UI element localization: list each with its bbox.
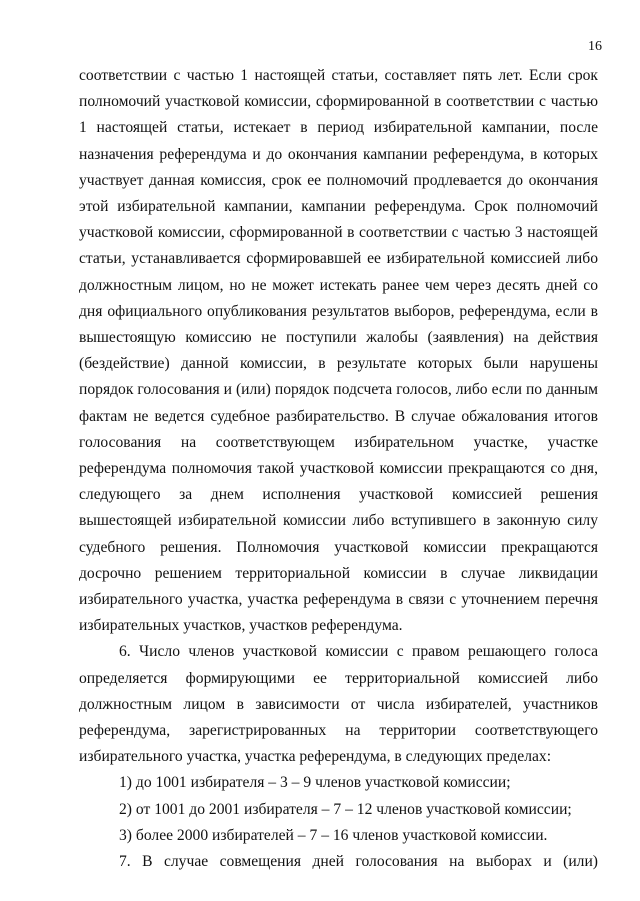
document-body — [79, 63, 598, 875]
paragraph-7-start: 7. В случае совмещения дней голосования на выборах и (или) — [119, 853, 598, 871]
list-item-2: 2) от 1001 до 2001 избирателя – 7 – 12 членов участковой комиссии; — [119, 800, 572, 818]
list-item-3: 3) более 2000 избирателей – 7 – 16 членов участковой комиссии. — [119, 826, 548, 844]
list-item-1: 1) до 1001 избирателя – 3 – 9 членов участковой комиссии; — [119, 774, 511, 792]
paragraph-term-of-office: соответствии с частью 1 настоящей статьи, составляет пять лет. Если срок полномочий участковой комиссии, сформированной в соответствии с частью 1 настоящей статьи, истекает в период избирательной кампании, после назначения референдума и до окончания кампании референдума, в которых участвует данная комиссия, срок ее полномочий продлевается до окончания этой избирательной кампании, кампании референдума. Срок полномочий участковой комиссии, сформированной в соответствии с частью 3 настоящей статьи, устанавливается сформировавшей ее избирательной комиссией либо должностным лицом, но не может истекать ранее чем через десять дней со дня официального опубликования результатов выборов, референдума, если в вышестоящую комиссию не поступили жалобы (заявления) на действия (бездействие) данной комиссии, в результате которых были нарушены порядок голосования и (или) порядок подсчета голосов, либо если по данным фактам не ведется судебное разбирательство. В случае обжалования итогов голосования на соответствующем избирательном участке, участке референдума полномочия такой участковой комиссии прекращаются со дня, следующего за днем исполнения участковой комиссией решения вышестоящей избирательной комиссии либо вступившего в законную силу судебного решения. Полномочия участковой комиссии прекращаются досрочно решением территориальной комиссии в случае ликвидации избирательного участка, участка референдума в связи с уточнением перечня избирательных участков, участков референдума. — [79, 67, 598, 635]
paragraph-6-member-count: 6. Число членов участковой комиссии с правом решающего голоса определяется формирующими ее территориальной комиссией либо должностным лицом в зависимости от числа избирателей, участников референдума, зарегистрированных на территории соответствующего избирательного участка, участка референдума, в следующих пределах: — [79, 643, 598, 766]
page-number: 16 — [588, 39, 602, 54]
